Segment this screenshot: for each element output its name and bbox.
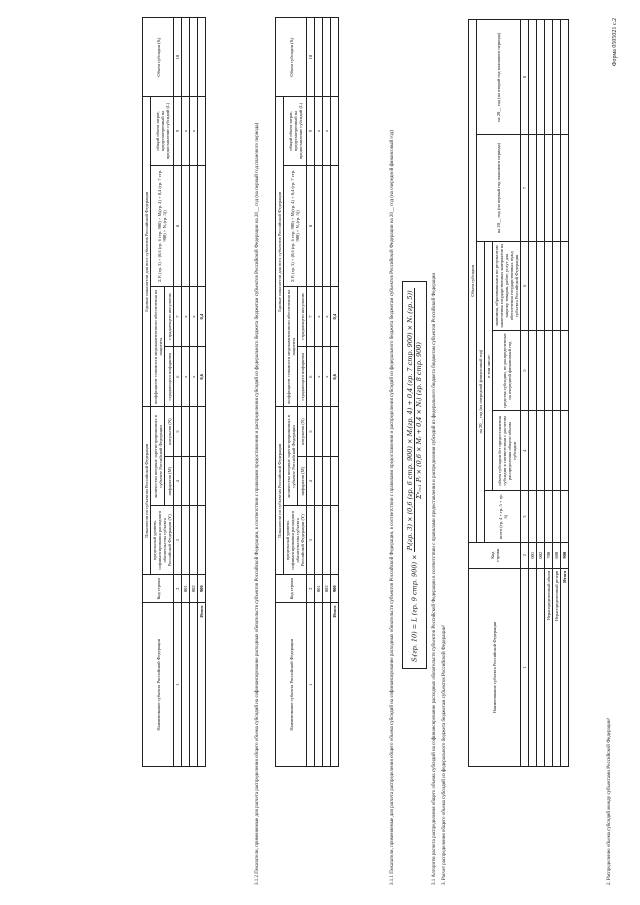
- column-numbers: 1 2 3 4 5 6 7 8 9 10: [174, 18, 182, 767]
- table-row: 002: [537, 20, 545, 767]
- th-sub2: средства субсидии, не распределенные на очередной финансовый год: [493, 331, 521, 411]
- th-sub3: экономия, образовавшаяся по результатам заключения государственных контрактов на закупку товаров, работ, услуг для обеспечения государственных нужд субъекта Российской Федерации: [493, 241, 521, 330]
- th-total: всего (гр. 4 + гр. 5 + гр. 6): [485, 491, 521, 542]
- formula-fraction: [406, 288, 423, 552]
- distribution-table: [468, 19, 569, 767]
- th-incl: в том числе:: [485, 241, 493, 491]
- column-numbers: 1 2 3 4 5 6 7 8: [521, 20, 529, 767]
- indicators-table-1: Наименование субъекта Российской Федерации Код строки Показатели по субъектам Российской Федерации Единые показатели для всех субъектов Российской Федерации Объем субсидии (Sᵢ) предельный уровень софинансирования расходного обязательства субъекта Российской Федерации (Y) количество впервые зарегистрированных в субъекте Российской Федерации коэффициент стоимости медикаментозного обеспечения на пациента Σ Pᵢ (гр. 3) × (0,6 (гр. 6 стр. 900) × Mᵢ(гр. 4) + 0,4 (гр. 7 стр. 900) × Nᵢ (гр. 5)) общий объем затрат, предусмотренный на предоставление субсидий (L) инфарктов (M) инсультов (N) страдающего инфарктом страдающего инсультом 1 2 3 4 5 6 7 8 9 10 001 x x x 002 x x x Итого 900 0,6 0,4: [275, 17, 339, 767]
- row-total: Итого 900 0,6 0,4: [198, 18, 206, 767]
- column-numbers: 1 2 3 4 5 6 7 8 9 10: [307, 18, 315, 767]
- formula-denominator: Σⁿᵢ₌₁ Pᵢ × (0,6 × Mᵢ + 0,4 × Nᵢ) (гр. 8 стр. 900): [415, 342, 423, 499]
- th-year2: на 20__ год (на первый год планового периода): [477, 135, 521, 241]
- indicators-table-2: Наименование субъекта Российской Федерации Код строки Показатели по субъектам Российской Федерации Единые показатели для всех субъектов Российской Федерации Объем субсидии (Sᵢ) предельный уровень софинансирования расходного обязательства субъекта Российской Федерации (Y) количество впервые зарегистрированных в субъекте Российской Федерации коэффициент стоимости медикаментозного обеспечения на пациента Σ Pᵢ (гр. 3) × (0,6 (гр. 6 стр. 900) × Mᵢ(гр. 4) + 0,4 (гр. 7 стр. 900) × Nᵢ (гр. 5)) общий объем затрат, предусмотренный на предоставление субсидий (L) инфарктов (M) инсультов (N) страдающего инфарктом страдающего инсультом 1 2 3 4 5 6 7 8 9 10 001 x x x 002 x x x Итого 900 0,6 0,4: [142, 17, 206, 767]
- formula-lhs: Sᵢ(гр. 10) = L (гр. 9 стр. 900) ×: [410, 554, 419, 662]
- section-3-title: 3. Расчет распределения общего объема субсидий из федерального бюджета бюджетам субъектов Российской Федерации²: [442, 624, 447, 885]
- th-volume: Объем субсидии: [469, 20, 477, 543]
- th-code: Код строки: [469, 542, 521, 568]
- row-total: Итого 900 0,6 0,4: [331, 18, 339, 767]
- table-row: 001 x x x: [182, 18, 190, 767]
- section-31-title: 3.1 Алгоритм расчета распределения общего объема субсидий на софинансирование расходных обязательств субъектов Российской Федерации в соответствии с правилами предоставления и распределения субсидий из федерального бюджета бюджетам субъектов Российской Федерации: [432, 272, 437, 885]
- th-name: Наименование субъекта Российской Федерации: [469, 568, 521, 766]
- table-row: 001 x x x: [315, 18, 323, 767]
- section-311-title: 3.1.1 Показатели, применяемые для расчета распределения общего объема субсидий на софинансирование расходных обязательств субъектов Российской Федерации, в соответствии с правилами предоставления и распределения субсидий из федерального бюджета бюджетам субъектов Российской Федерации на 20__ год (на очередной финансовый год): [390, 130, 395, 885]
- row-reserve: Нераспределенный резерв 800: [553, 20, 561, 767]
- table-row: 002 x x x: [190, 18, 198, 767]
- section-2-title: 2. Распределение объема субсидий между субъектами Российской Федерации¹: [607, 717, 612, 885]
- distribution-formula: [402, 281, 427, 669]
- row-undistributed: Нераспределенный объем 700: [545, 20, 553, 767]
- form-id: Форма 0505021 с.2: [612, 18, 618, 67]
- section-312-title: 3.1.2 Показатели, применяемые для расчета распределения общего объема субсидий на софинансирование расходных обязательств субъектов Российской Федерации, в соответствии с правилами предоставления и распределения субсидий из федерального бюджета бюджетам субъектов Российской Федерации на 20__ год (на первый год планового периода): [255, 122, 260, 885]
- th-year1: на 20__ год (на очередной финансовый год): [477, 241, 485, 542]
- th-year3: на 20__ год (на второй год планового периода): [477, 20, 521, 135]
- table-row: 001: [529, 20, 537, 767]
- formula-numerator: Pᵢ(гр. 3) × (0,6 (гр. 6 стр. 900) × Mᵢ(гр. 4) + 0,4 (гр. 7 стр. 900) × Nᵢ (гр. 5)): [406, 290, 414, 551]
- th-sub1: объем субсидии без предоставления субсидии в соответствии с расчетом распределения общего объема субсидии: [493, 411, 521, 491]
- table-row: 002 x x x: [323, 18, 331, 767]
- row-total: Итого 900: [561, 20, 569, 767]
